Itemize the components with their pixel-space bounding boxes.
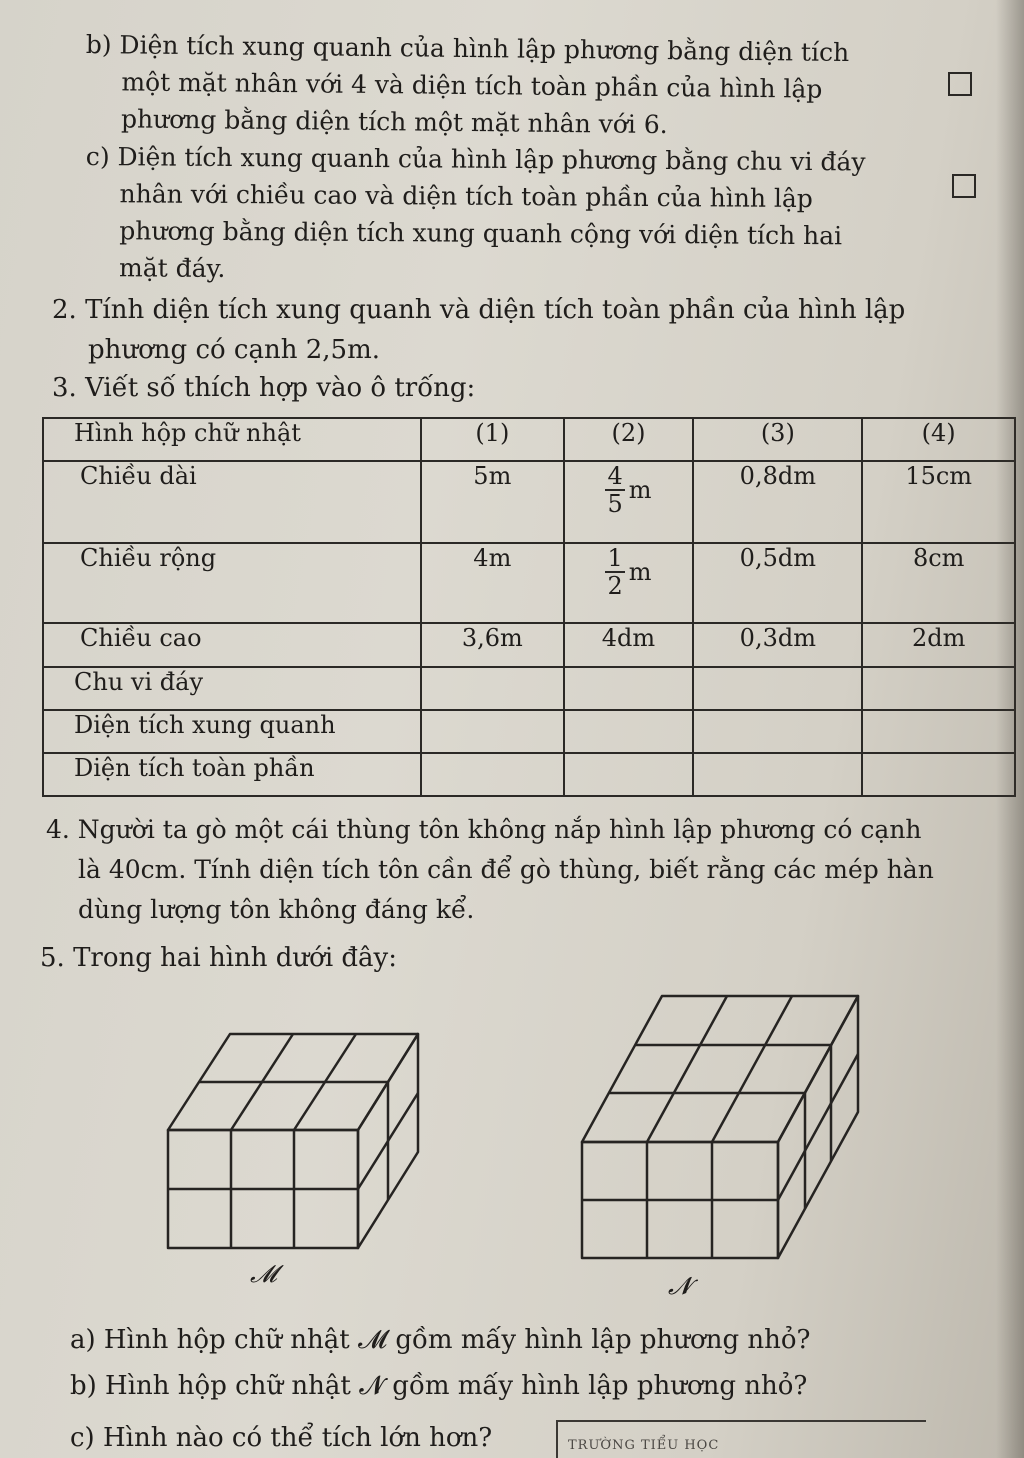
question-2-line-1: 2. Tính diện tích xung quanh và diện tích toàn phần của hình lập bbox=[52, 295, 906, 325]
row-label-total-area: Diện tích toàn phần bbox=[43, 753, 421, 796]
fraction-one-half: $\frac{1}{2}$ bbox=[607, 544, 623, 601]
school-stamp: TRƯỜNG TIỂU HỌC bbox=[556, 1420, 926, 1458]
question-3: 3. Viết số thích hợp vào ô trống: bbox=[52, 373, 476, 403]
item-c bbox=[85, 138, 866, 291]
item-c-checkbox[interactable] bbox=[952, 174, 976, 198]
item-c-line-2: nhân với chiều cao và diện tích toàn phần của hình lập bbox=[119, 179, 813, 214]
row-label-height: Chiều cao bbox=[43, 623, 421, 666]
width-cell-2: $\frac{1}{2}$ m bbox=[564, 543, 694, 623]
row-label-perimeter: Chu vi đáy bbox=[43, 667, 421, 710]
length-cell-2: $\frac{4}{5}$ m bbox=[564, 461, 694, 543]
table-header-row bbox=[43, 418, 1015, 461]
perimeter-cell-3[interactable] bbox=[693, 667, 862, 710]
header-cell-3: (3) bbox=[693, 418, 862, 461]
question-5b: b) Hình hộp chữ nhật 𝓝 gồm mấy hình lập phương nhỏ? bbox=[70, 1371, 808, 1401]
item-b-line-3: phương bằng diện tích một mặt nhân với 6. bbox=[120, 104, 668, 140]
item-c-line-1: c) Diện tích xung quanh của hình lập phương bằng chu vi đáy bbox=[85, 141, 866, 177]
question-2 bbox=[52, 290, 905, 370]
perimeter-cell-2[interactable] bbox=[564, 667, 694, 710]
row-label-lateral-area: Diện tích xung quanh bbox=[43, 710, 421, 753]
box-dimensions-table bbox=[42, 417, 1016, 797]
total-cell-3[interactable] bbox=[693, 753, 862, 796]
table-row-width bbox=[43, 543, 1015, 623]
question-5: 5. Trong hai hình dưới đây: bbox=[40, 943, 398, 973]
header-cell-4: (4) bbox=[862, 418, 1015, 461]
item-c-line-4: mặt đáy. bbox=[118, 253, 226, 283]
question-5c: c) Hình nào có thể tích lớn hơn? bbox=[70, 1423, 493, 1453]
length-cell-3: 0,8dm bbox=[693, 461, 862, 543]
item-b-checkbox[interactable] bbox=[948, 72, 972, 96]
figure-m-cuboid bbox=[160, 1030, 440, 1260]
item-c-line-3: phương bằng diện tích xung quanh cộng với diện tích hai bbox=[119, 216, 843, 251]
question-4-line-3: dùng lượng tôn không đáng kể. bbox=[78, 895, 475, 924]
question-5a: a) Hình hộp chữ nhật 𝓜 gồm mấy hình lập phương nhỏ? bbox=[70, 1325, 811, 1355]
question-4-line-1: 4. Người ta gò một cái thùng tôn không nắp hình lập phương có cạnh bbox=[46, 815, 922, 844]
question-2-line-2: phương có cạnh 2,5m. bbox=[88, 335, 381, 365]
perimeter-cell-1[interactable] bbox=[421, 667, 564, 710]
lateral-cell-1[interactable] bbox=[421, 710, 564, 753]
width-cell-3: 0,5dm bbox=[693, 543, 862, 623]
lateral-cell-4[interactable] bbox=[862, 710, 1015, 753]
item-b-line-2: một mặt nhân với 4 và diện tích toàn phần của hình lập bbox=[121, 67, 823, 104]
figure-m-label: 𝓜 bbox=[250, 1260, 277, 1288]
width-cell-4: 8cm bbox=[862, 543, 1015, 623]
length-cell-1: 5m bbox=[421, 461, 564, 543]
item-b-line-1: b) Diện tích xung quanh của hình lập phương bằng diện tích bbox=[85, 29, 850, 67]
height-cell-2: 4dm bbox=[564, 623, 694, 666]
height-cell-1: 3,6m bbox=[421, 623, 564, 666]
lateral-cell-2[interactable] bbox=[564, 710, 694, 753]
header-cell-shape: Hình hộp chữ nhật bbox=[43, 418, 421, 461]
table-row-lateral-area bbox=[43, 710, 1015, 753]
height-cell-3: 0,3dm bbox=[693, 623, 862, 666]
width-cell-1: 4m bbox=[421, 543, 564, 623]
row-label-length: Chiều dài bbox=[43, 461, 421, 543]
length-cell-4: 15cm bbox=[862, 461, 1015, 543]
height-cell-4: 2dm bbox=[862, 623, 1015, 666]
total-cell-4[interactable] bbox=[862, 753, 1015, 796]
question-4-line-2: là 40cm. Tính diện tích tôn cần để gò thùng, biết rằng các mép hàn bbox=[78, 855, 934, 884]
table-row-total-area bbox=[43, 753, 1015, 796]
header-cell-2: (2) bbox=[564, 418, 694, 461]
total-cell-2[interactable] bbox=[564, 753, 694, 796]
total-cell-1[interactable] bbox=[421, 753, 564, 796]
figure-n-cuboid bbox=[578, 992, 868, 1267]
table-row-perimeter bbox=[43, 667, 1015, 710]
figure-n-label: 𝓝 bbox=[668, 1272, 691, 1300]
table-row-length bbox=[43, 461, 1015, 543]
page-edge-shadow bbox=[996, 0, 1024, 1458]
question-4 bbox=[46, 810, 934, 930]
fraction-four-fifths: $\frac{4}{5}$ bbox=[607, 462, 623, 519]
item-b bbox=[85, 26, 850, 145]
table-row-height bbox=[43, 623, 1015, 666]
lateral-cell-3[interactable] bbox=[693, 710, 862, 753]
perimeter-cell-4[interactable] bbox=[862, 667, 1015, 710]
row-label-width: Chiều rộng bbox=[43, 543, 421, 623]
header-cell-1: (1) bbox=[421, 418, 564, 461]
